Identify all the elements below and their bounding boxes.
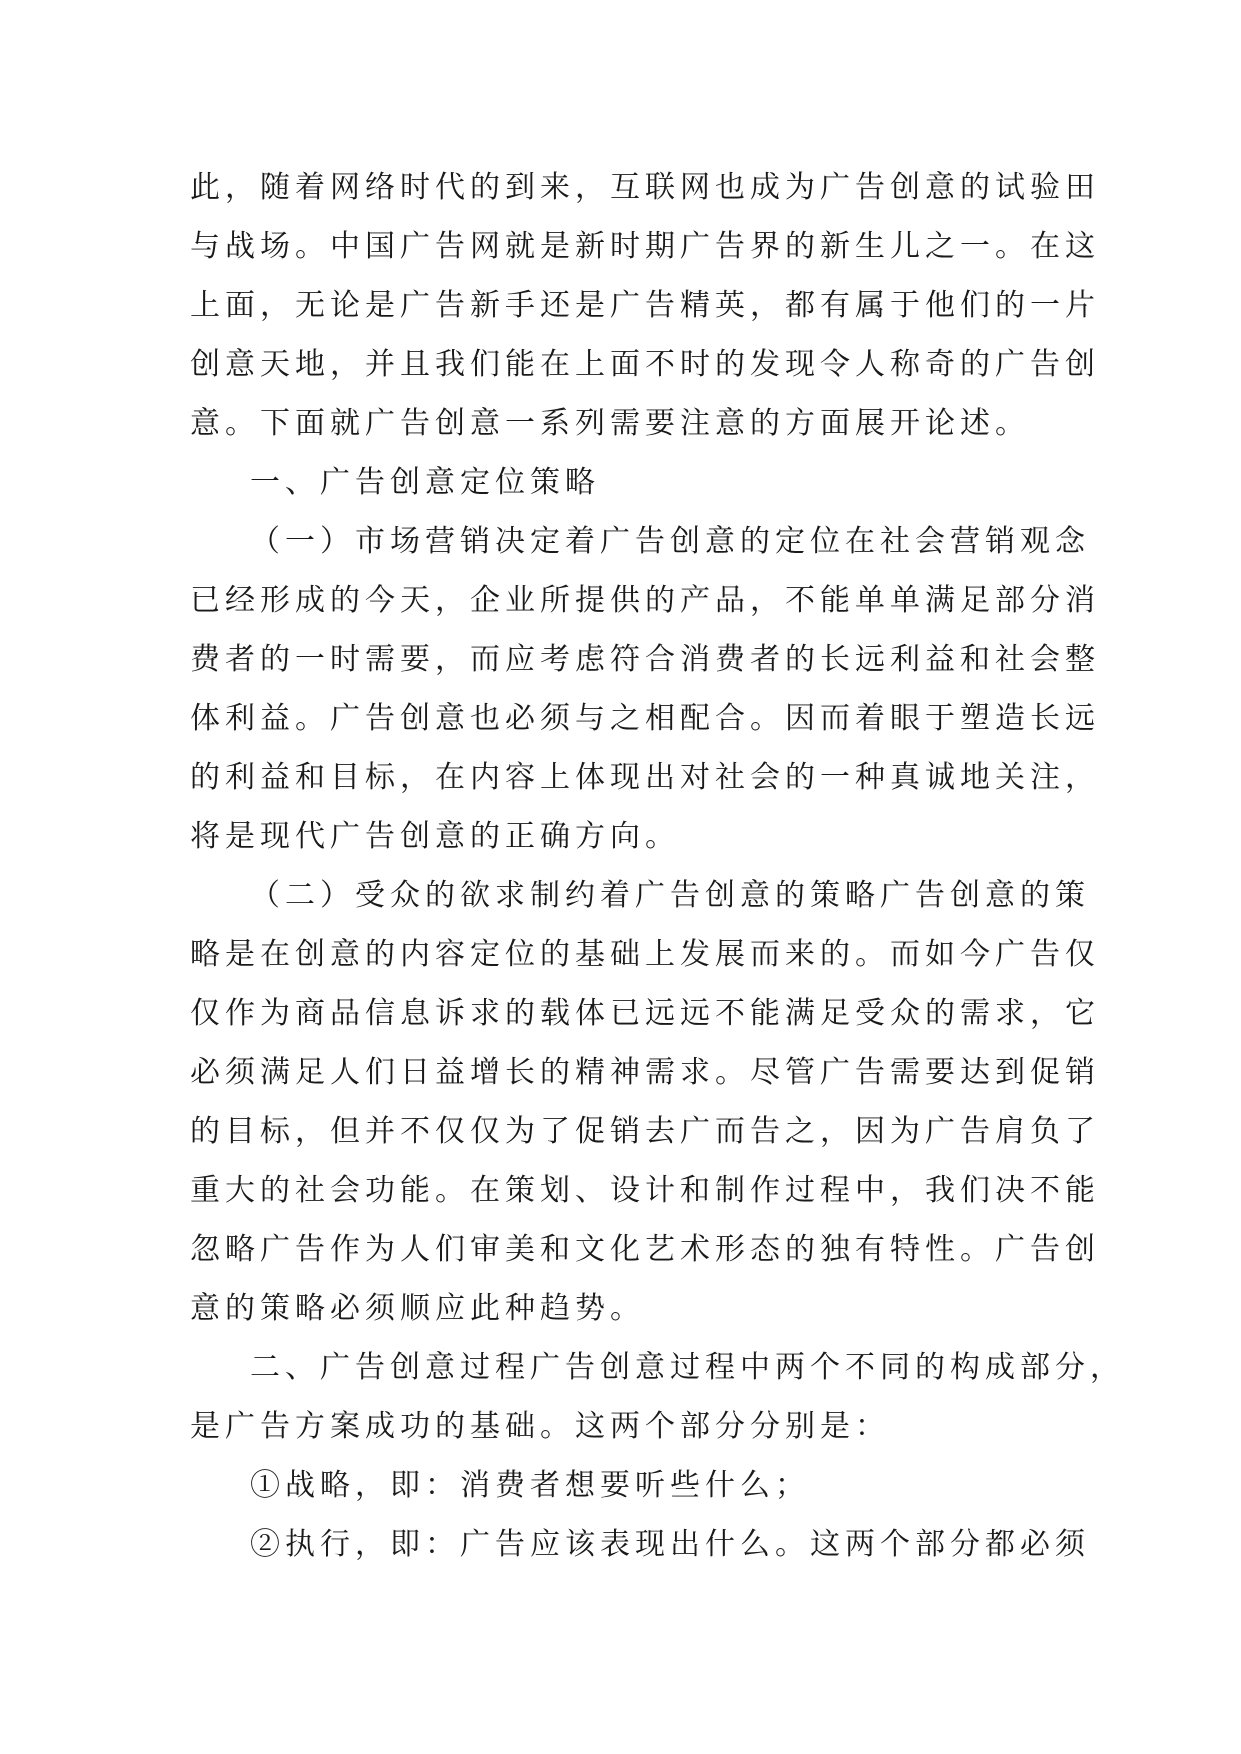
- text-line: 此，随着网络时代的到来，互联网也成为广告创意的试验田: [190, 170, 1100, 205]
- text-line: 将是现代广告创意的正确方向。: [190, 819, 680, 854]
- list-item: ②执行，即：广告应该表现出什么。这两个部分都必须: [250, 1527, 1090, 1562]
- text-line: 忽略广告作为人们审美和文化艺术形态的独有特性。广告创: [190, 1232, 1100, 1267]
- text-line: 必须满足人们日益增长的精神需求。尽管广告需要达到促销: [190, 1055, 1100, 1090]
- list-item: ①战略，即：消费者想要听些什么；: [250, 1468, 810, 1503]
- text-line: 略是在创意的内容定位的基础上发展而来的。而如今广告仅: [190, 937, 1100, 972]
- text-line: 重大的社会功能。在策划、设计和制作过程中，我们决不能: [190, 1173, 1100, 1208]
- section-heading: 二、广告创意过程广告创意过程中两个不同的构成部分，: [250, 1350, 1125, 1385]
- text-line: 与战场。中国广告网就是新时期广告界的新生儿之一。在这: [190, 229, 1100, 264]
- text-line: 费者的一时需要，而应考虑符合消费者的长远利益和社会整: [190, 642, 1100, 677]
- text-line: 上面，无论是广告新手还是广告精英，都有属于他们的一片: [190, 288, 1100, 323]
- text-line: 意。下面就广告创意一系列需要注意的方面展开论述。: [190, 406, 1030, 441]
- text-line: 的目标，但并不仅仅为了促销去广而告之，因为广告肩负了: [190, 1114, 1100, 1149]
- text-line: 体利益。广告创意也必须与之相配合。因而着眼于塑造长远: [190, 701, 1100, 736]
- text-line: 仅作为商品信息诉求的载体已远远不能满足受众的需求，它: [190, 996, 1100, 1031]
- subsection-line: （一）市场营销决定着广告创意的定位在社会营销观念: [250, 524, 1090, 559]
- text-line: 意的策略必须顺应此种趋势。: [190, 1291, 645, 1326]
- subsection-line: （二）受众的欲求制约着广告创意的策略广告创意的策: [250, 878, 1090, 913]
- text-line: 创意天地，并且我们能在上面不时的发现令人称奇的广告创: [190, 347, 1100, 382]
- text-line: 是广告方案成功的基础。这两个部分分别是：: [190, 1409, 890, 1444]
- section-heading: 一、广告创意定位策略: [250, 465, 600, 500]
- document-body: [190, 158, 1125, 1574]
- text-line: 已经形成的今天，企业所提供的产品，不能单单满足部分消: [190, 583, 1100, 618]
- text-line: 的利益和目标，在内容上体现出对社会的一种真诚地关注，: [190, 760, 1100, 795]
